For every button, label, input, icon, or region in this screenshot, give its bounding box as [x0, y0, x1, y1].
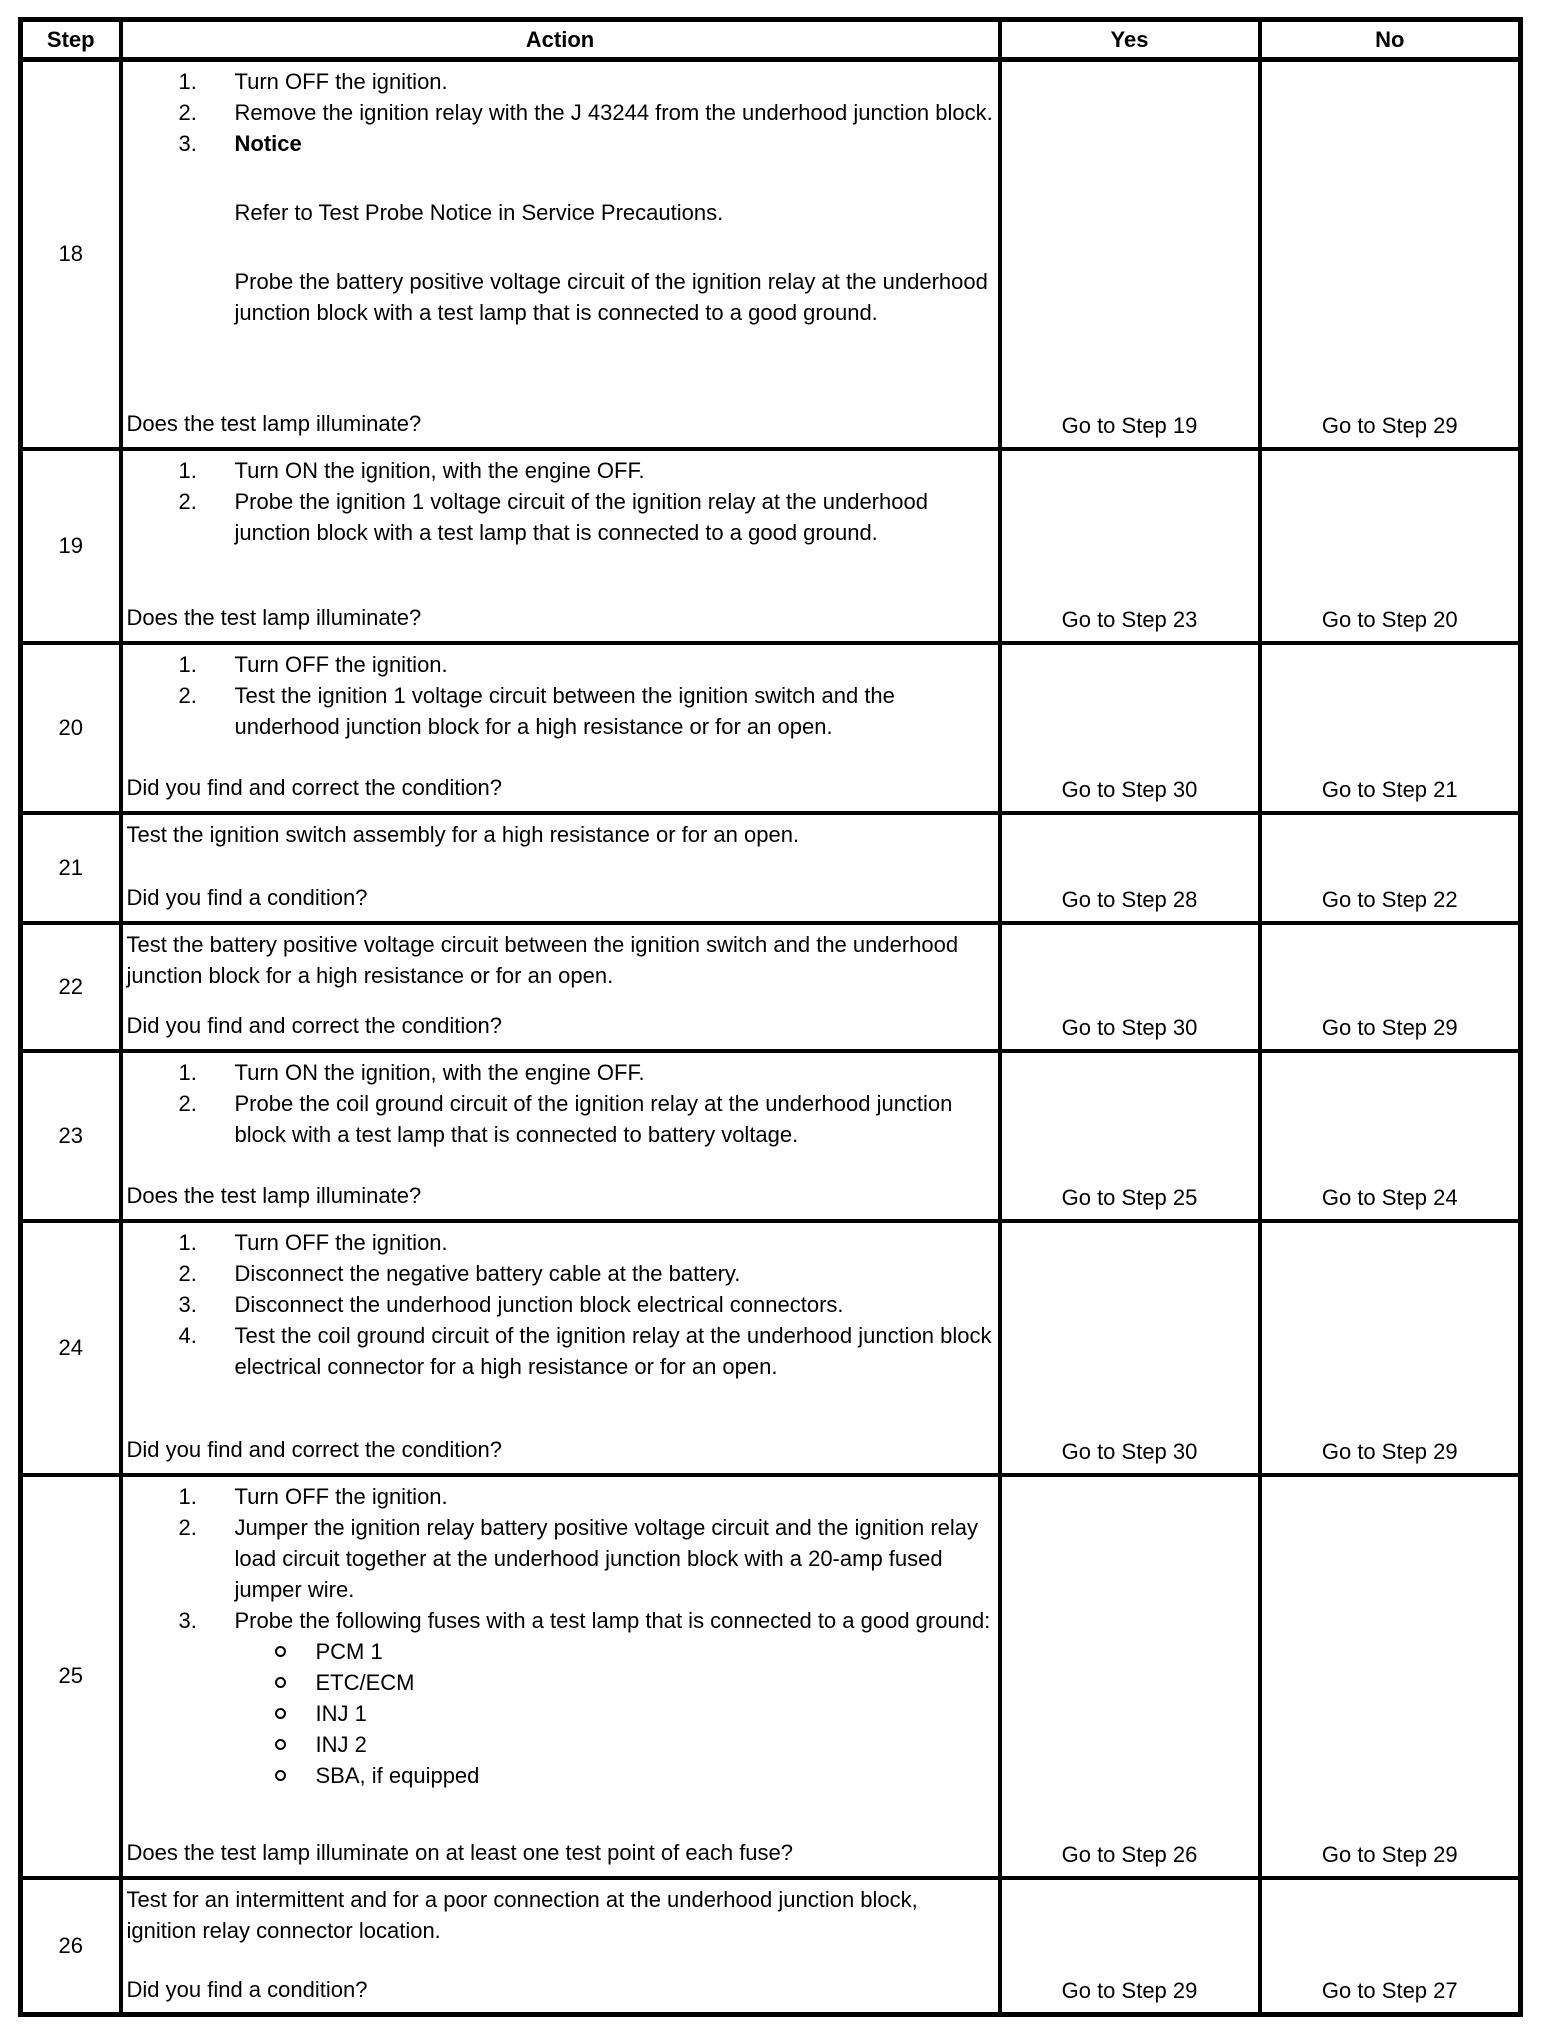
action-cell [121, 923, 1000, 1051]
sub-bullet-item [275, 1729, 994, 1760]
action-paragraph: Test for an intermittent and for a poor connection at the underhood junction block, ignition relay connector location. [126, 1886, 918, 1943]
no-cell [1260, 813, 1521, 923]
list-number: 2. [178, 100, 197, 125]
list-item-text: Jumper the ignition relay battery positive voltage circuit and the ignition relay load circuit together at the underhood junction block with a 20-amp fused jumper wire. [234, 1514, 979, 1602]
step-cell [21, 923, 121, 1051]
table-row [21, 1475, 1521, 1878]
action-question: Does the test lamp illuminate? [126, 604, 422, 630]
list-item [127, 1227, 994, 1258]
list-number: 3. [178, 1291, 197, 1317]
action-cell [121, 643, 1000, 813]
list-number: 3. [178, 1607, 197, 1633]
action-cell [121, 1051, 1000, 1221]
table-row [21, 1221, 1521, 1475]
sub-bullet-text: SBA, if equipped [315, 1762, 480, 1788]
yes-cell [1000, 923, 1260, 1051]
list-item [127, 680, 994, 742]
action-list [127, 455, 994, 548]
no-goto: Go to Step 22 [1321, 886, 1458, 912]
step-cell [21, 1475, 121, 1878]
list-number: 1. [178, 1059, 197, 1085]
list-item-text: Disconnect the negative battery cable at the battery. [234, 1260, 741, 1286]
list-item [127, 1320, 994, 1382]
header-yes: Yes [1000, 20, 1260, 60]
no-goto: Go to Step 29 [1321, 1014, 1458, 1040]
yes-goto: Go to Step 28 [1061, 886, 1198, 912]
action-content [127, 1227, 994, 1382]
action-wrap [123, 645, 998, 809]
action-wrap [123, 925, 998, 1047]
yes-goto: Go to Step 30 [1061, 1014, 1198, 1040]
list-number: 1. [178, 651, 197, 677]
yes-goto: Go to Step 19 [1061, 412, 1198, 438]
action-wrap [123, 451, 998, 639]
table-row [21, 449, 1521, 643]
sub-bullet-text: INJ 1 [315, 1700, 367, 1726]
yes-goto: Go to Step 26 [1061, 1841, 1198, 1867]
list-number: 1. [178, 1483, 197, 1509]
header-row [21, 20, 1521, 60]
circle-bullet-icon [275, 1677, 286, 1688]
action-question: Does the test lamp illuminate on at least one test point of each fuse? [126, 1839, 794, 1865]
action-wrap [123, 1053, 998, 1217]
list-number: 1. [178, 1229, 197, 1255]
yes-goto: Go to Step 29 [1061, 1978, 1198, 2003]
action-paragraph: Test the ignition switch assembly for a high resistance or for an open. [126, 821, 800, 847]
action-question: Did you find and correct the condition? [126, 1012, 502, 1038]
list-item-text: Probe the coil ground circuit of the ignition relay at the underhood junction block with a test lamp that is connected to battery voltage. [234, 1090, 953, 1147]
sub-bullet-item [275, 1636, 994, 1667]
list-item-text: Turn ON the ignition, with the engine OFF. [234, 457, 645, 483]
no-goto: Go to Step 20 [1321, 606, 1458, 632]
action-content [127, 929, 994, 991]
list-number: 2. [178, 682, 197, 708]
list-item [127, 128, 994, 159]
table-row [21, 923, 1521, 1051]
sub-bullet-text: ETC/ECM [315, 1669, 415, 1695]
step-cell [21, 813, 121, 923]
table-row [21, 643, 1521, 813]
list-item [127, 1512, 994, 1605]
list-item-text: Disconnect the underhood junction block electrical connectors. [234, 1291, 844, 1317]
no-cell [1260, 923, 1521, 1051]
action-question: Does the test lamp illuminate? [126, 1182, 422, 1208]
circle-bullet-icon [275, 1708, 286, 1719]
yes-goto: Go to Step 30 [1061, 1438, 1198, 1464]
action-list [127, 1227, 994, 1382]
no-goto: Go to Step 21 [1321, 776, 1458, 802]
circle-bullet-icon [275, 1646, 286, 1657]
action-list [127, 66, 994, 159]
action-cell [121, 813, 1000, 923]
list-item-text: Notice [234, 131, 302, 156]
list-item-text: Turn OFF the ignition. [234, 651, 448, 677]
yes-cell [1000, 60, 1260, 449]
step-cell [21, 1221, 121, 1475]
no-goto: Go to Step 29 [1321, 1438, 1458, 1464]
no-goto: Go to Step 27 [1321, 1978, 1458, 2003]
no-cell [1260, 643, 1521, 813]
header-step: Step [21, 20, 121, 60]
yes-goto: Go to Step 23 [1061, 606, 1198, 632]
yes-cell [1000, 813, 1260, 923]
no-cell [1260, 449, 1521, 643]
action-question: Did you find and correct the condition? [126, 1436, 502, 1462]
action-paragraph: Probe the battery positive voltage circuit of the ignition relay at the underhood junction block with a test lamp that is connected to a good ground. [234, 269, 988, 325]
action-content [127, 649, 994, 742]
action-question: Did you find a condition? [126, 1976, 368, 2002]
yes-cell [1000, 1051, 1260, 1221]
step-cell [21, 449, 121, 643]
action-list [127, 649, 994, 742]
action-wrap [123, 1477, 998, 1874]
no-cell [1260, 60, 1521, 449]
list-item [127, 455, 994, 486]
action-paragraph: Test the battery positive voltage circuit between the ignition switch and the underhood junction block for a high resistance or for an open. [126, 931, 959, 988]
action-list [127, 1481, 994, 1791]
table-row [21, 60, 1521, 449]
header-no: No [1260, 20, 1521, 60]
step-cell [21, 60, 121, 449]
action-cell [121, 449, 1000, 643]
list-item [127, 1481, 994, 1512]
list-item-text: Turn ON the ignition, with the engine OFF. [234, 1059, 645, 1085]
action-question: Does the test lamp illuminate? [126, 411, 422, 436]
list-item-text: Turn OFF the ignition. [234, 1229, 448, 1255]
list-number: 1. [178, 457, 197, 483]
step-number: 22 [58, 973, 83, 999]
action-content [127, 1057, 994, 1150]
step-cell [21, 643, 121, 813]
yes-goto: Go to Step 25 [1061, 1184, 1198, 1210]
sub-bullet-text: PCM 1 [315, 1638, 383, 1664]
no-goto: Go to Step 29 [1321, 412, 1458, 438]
yes-cell [1000, 1221, 1260, 1475]
list-item [127, 486, 994, 548]
no-goto: Go to Step 24 [1321, 1184, 1458, 1210]
no-cell [1260, 1878, 1521, 2015]
yes-goto: Go to Step 30 [1061, 776, 1198, 802]
no-goto: Go to Step 29 [1321, 1841, 1458, 1867]
list-number: 1. [178, 69, 197, 94]
list-item [127, 1289, 994, 1320]
table-row [21, 1878, 1521, 2015]
yes-cell [1000, 1475, 1260, 1878]
list-item-text: Turn OFF the ignition. [234, 69, 448, 94]
step-number: 26 [58, 1932, 83, 1958]
list-number: 3. [178, 131, 197, 156]
action-paragraph: Refer to Test Probe Notice in Service Precautions. [234, 200, 724, 225]
sub-bullet-text: INJ 2 [315, 1731, 367, 1757]
step-number: 21 [58, 854, 83, 880]
list-item [127, 1057, 994, 1088]
header-action: Action [121, 20, 1000, 60]
step-number: 18 [58, 241, 83, 267]
circle-bullet-icon [275, 1770, 286, 1781]
action-content [127, 1481, 994, 1791]
list-item [127, 1088, 994, 1150]
no-cell [1260, 1051, 1521, 1221]
action-wrap [123, 62, 998, 445]
list-item [127, 66, 994, 97]
step-cell [21, 1878, 121, 2015]
list-number: 2. [178, 1260, 197, 1286]
table-row [21, 1051, 1521, 1221]
step-cell [21, 1051, 121, 1221]
action-content [127, 66, 994, 328]
action-content [127, 455, 994, 548]
list-item [127, 1258, 994, 1289]
sub-bullet-item [275, 1760, 994, 1791]
no-cell [1260, 1475, 1521, 1878]
diagnostic-table [18, 17, 1523, 2017]
yes-cell [1000, 449, 1260, 643]
action-question: Did you find and correct the condition? [126, 774, 502, 800]
step-number: 19 [58, 532, 83, 558]
list-item-text: Test the ignition 1 voltage circuit between the ignition switch and the underhood junction block for a high resistance or for an open. [234, 682, 895, 739]
action-cell [121, 1475, 1000, 1878]
table-body [21, 60, 1521, 2015]
action-cell [121, 1878, 1000, 2015]
action-content [127, 1884, 994, 1946]
no-cell [1260, 1221, 1521, 1475]
action-content [127, 819, 994, 850]
sub-bullet-item [275, 1667, 994, 1698]
action-wrap [123, 1880, 998, 2011]
action-cell [121, 1221, 1000, 1475]
table-header [21, 20, 1521, 60]
list-number: 2. [178, 1090, 197, 1116]
list-number: 4. [178, 1322, 197, 1348]
list-item [127, 1605, 994, 1636]
action-question: Did you find a condition? [126, 884, 368, 910]
step-number: 25 [58, 1663, 83, 1688]
step-number: 20 [58, 714, 83, 740]
sub-bullet-item [275, 1698, 994, 1729]
list-number: 2. [178, 1514, 197, 1540]
list-item [127, 97, 994, 128]
list-item-text: Remove the ignition relay with the J 43244 from the underhood junction block. [234, 100, 993, 125]
yes-cell [1000, 1878, 1260, 2015]
table-row [21, 813, 1521, 923]
list-item-text: Probe the ignition 1 voltage circuit of the ignition relay at the underhood junction block with a test lamp that is connected to a good ground. [234, 488, 928, 545]
list-item-text: Probe the following fuses with a test lamp that is connected to a good ground: [234, 1607, 991, 1633]
action-wrap [123, 815, 998, 919]
list-item-text: Test the coil ground circuit of the ignition relay at the underhood junction block electrical connector for a high resistance or for an open. [234, 1322, 992, 1379]
action-cell [121, 60, 1000, 449]
action-list [127, 1057, 994, 1150]
action-wrap [123, 1223, 998, 1471]
step-number: 24 [58, 1334, 83, 1360]
step-number: 23 [58, 1122, 83, 1148]
list-item [127, 649, 994, 680]
circle-bullet-icon [275, 1739, 286, 1750]
list-item-text: Turn OFF the ignition. [234, 1483, 448, 1509]
list-number: 2. [178, 488, 197, 514]
yes-cell [1000, 643, 1260, 813]
